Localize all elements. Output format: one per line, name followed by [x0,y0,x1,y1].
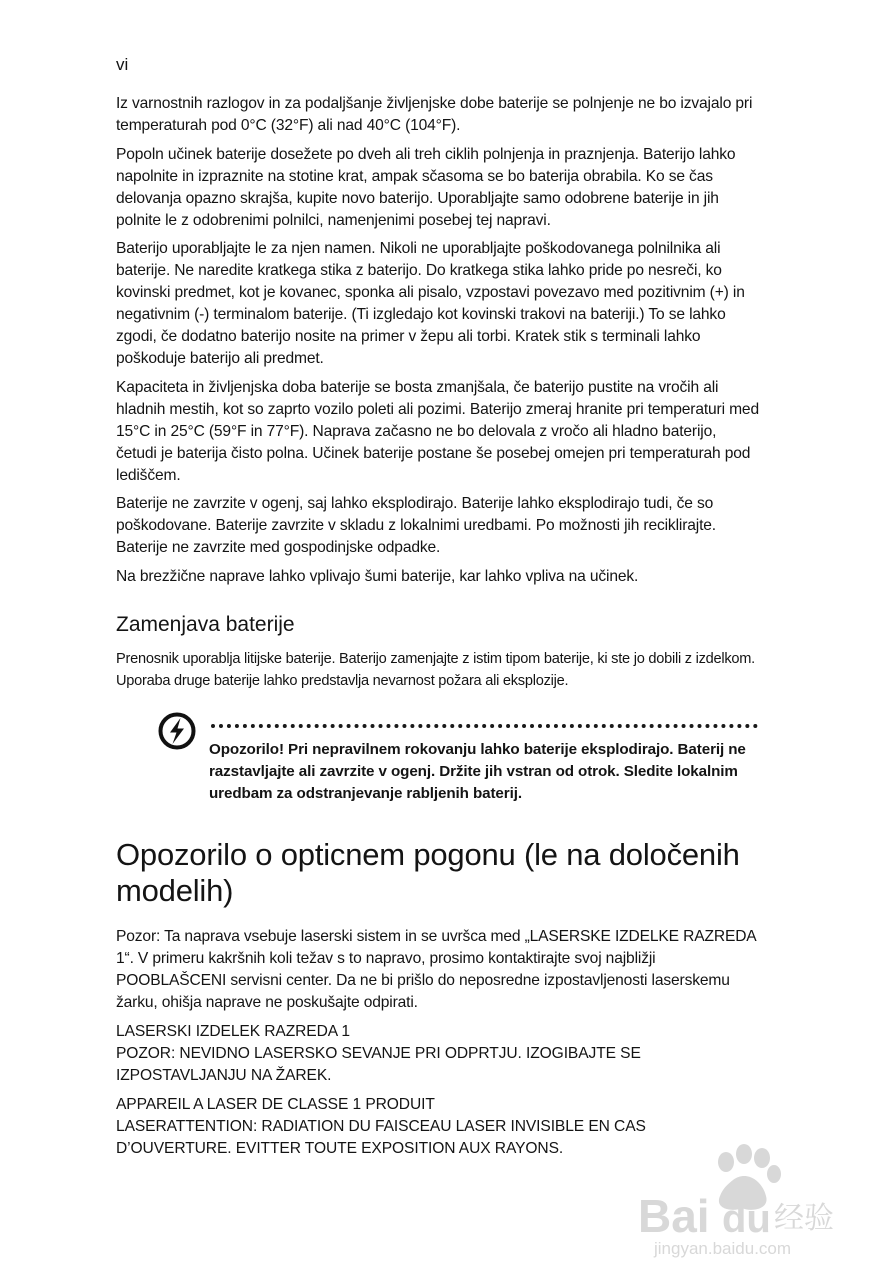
laser-fr-line2: LASERATTENTION: RADIATION DU FAISCEAU LASER INVISIBLE EN CAS D’OUVERTURE. EVITTER TOUTE EXPOSITION AUX RAYONS. [116,1117,646,1157]
warning-text: Opozorilo! Pri nepravilnem rokovanju lahko baterije eksplodirajo. Baterij ne razstavljajte ali zavrzite v ogenj. Držite jih vstran od otrok. Sledite lokalnim uredbam za odstranjevanje rabljenih baterij. [209,741,746,803]
laser-si-line2: POZOR: NEVIDNO LASERSKO SEVANJE PRI ODPRTJU. IZOGIBAJTE SE IZPOSTAVLJANJU NA ŽAREK. [116,1044,641,1084]
svg-text:经验: 经验 [774,1201,834,1236]
paragraph-battery-cycles: Popoln učinek baterije dosežete po dveh ali treh ciklih polnjenja in praznjenja. Baterijo lahko napolnite in izpraznite na stotine krat, ampak sčasoma se bo baterija obrabila. Ko se čas delovanja opazno skrajša, kupite novo baterijo. Uporabljajte samo odobrene baterije in jih polnite le z odobrenimi polnilci, namenjenimi posebej tej napravi. [116,145,736,229]
paragraph-laser-notice: Pozor: Ta naprava vsebuje laserski sistem in se uvršca med „LASERSKE IZDELKE RAZREDA 1“. V primeru kakršnih koli težav s to napravo, prosimo kontaktirajte svoj najbližji POOBLAŠCENI servisni center. Da ne bi prišlo do neposredne izpostavljenosti laserskemu žarku, ohišja naprave ne poskušajte odpirati. [116,928,756,1011]
paragraph-short-circuit: Baterijo uporabljajte le za njen namen. Nikoli ne uporabljajte poškodovanega polnilnika ali baterije. Ne naredite kratkega stika z baterijo. Do kratkega stika lahko pride po nesreči, ko kovinski predmet, kot je kovanec, sponka ali pisalo, vzpostavi povezavo med pozitivnim (+) in negativnim (-) terminalom baterije. (Ti izgledajo kot kovinski trakovi na bateriji.) To se lahko zgodi, če dodatno baterijo nosite na primer v žepu ali torbi. Kratek stik s terminali lahko poškoduje baterijo ali predmet. [116,240,745,367]
section-heading-optical-drive: Opozorilo o opticnem pogonu (le na določenih modelih) [116,837,740,909]
svg-text:jingyan.baidu.com: jingyan.baidu.com [654,1239,792,1258]
warning-bolt-icon [157,711,197,751]
baidu-watermark-logo [638,1140,878,1260]
page-number: vi [116,55,129,74]
section-heading-battery-replacement: Zamenjava baterije [116,613,295,637]
laser-label-slovenian [116,1021,761,1087]
svg-text:Bai: Bai [638,1190,710,1242]
laser-si-line1: LASERSKI IZDELEK RAZREDA 1 [116,1022,350,1040]
svg-text:du: du [722,1197,771,1241]
warning-callout [116,711,761,801]
paragraph-capacity: Kapaciteta in življenjska doba baterije se bosta zmanjšala, če baterijo pustite na vročih ali hladnih mestih, kot so zaprto vozilo poleti ali pozimi. Baterijo zmeraj hranite pri temperaturi med 15°C in 25°C (59°F in 77°F). Naprava začasno ne bo delovala z vročo ali hladno baterijo, četudi je baterija čisto polna. Učinek baterije postane še posebej omejen pri temperaturah pod lediščem. [116,378,759,484]
warning-dotted-rule [211,724,758,728]
paragraph-charging-temperature: Iz varnostnih razlogov in za podaljšanje življenjske dobe baterije se polnjenje ne bo izvajalo pri temperaturah pod 0°C (32°F) ali nad 40°C (104°F). [116,95,753,134]
document-body [116,93,761,1167]
paragraph-disposal: Baterije ne zavrzite v ogenj, saj lahko eksplodirajo. Baterije lahko eksplodirajo tudi, če so poškodovane. Baterije zavrzite v skladu z lokalnimi uredbami. Po možnosti jih reciklirajte. Baterije ne zavrzite med gospodinjske odpadke. [116,495,716,557]
paragraph-battery-replacement: Prenosnik uporablja litijske baterije. Baterijo zamenjajte z istim tipom baterije, ki ste jo dobili z izdelkom. Uporaba druge baterije lahko predstavlja nevarnost požara ali eksplozije. [116,651,755,690]
laser-fr-line1: APPAREIL A LASER DE CLASSE 1 PRODUIT [116,1095,435,1113]
paragraph-wireless: Na brezžične naprave lahko vplivajo šumi baterije, kar lahko vpliva na učinek. [116,568,639,586]
